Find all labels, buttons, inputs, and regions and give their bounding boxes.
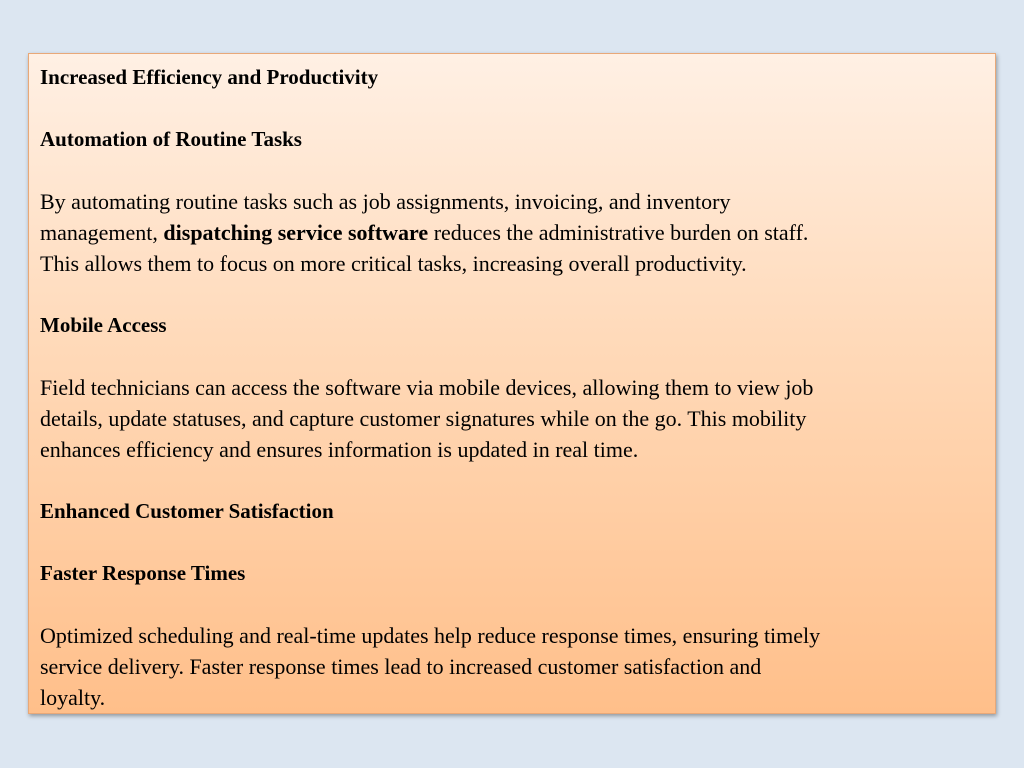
- mobile-text-line: details, update statuses, and capture customer signatures while on the go. This mobility: [40, 406, 807, 431]
- response-text-line: loyalty.: [40, 685, 106, 710]
- spacer: [40, 279, 985, 310]
- main-heading: Increased Efficiency and Productivity: [40, 65, 379, 89]
- spacer: [40, 465, 985, 496]
- spacer: [40, 93, 985, 124]
- spacer: [40, 589, 985, 620]
- automation-text-line: By automating routine tasks such as job assignments, invoicing, and inventory: [40, 189, 731, 214]
- automation-text-post: reduces the administrative burden on staff.: [428, 220, 809, 245]
- automation-heading: Automation of Routine Tasks: [40, 127, 302, 151]
- automation-text-line: [40, 217, 985, 248]
- mobile-text-line: Field technicians can access the software via mobile devices, allowing them to view job: [40, 375, 814, 400]
- automation-text-pre: management,: [40, 220, 164, 245]
- response-text-line: Optimized scheduling and real-time updates help reduce response times, ensuring timely: [40, 623, 821, 648]
- spacer: [40, 341, 985, 372]
- mobile-heading: Mobile Access: [40, 313, 167, 337]
- slide-content-box: [28, 53, 996, 714]
- satisfaction-heading: Enhanced Customer Satisfaction: [40, 499, 334, 523]
- automation-text-line: This allows them to focus on more critical tasks, increasing overall productivity.: [40, 251, 747, 276]
- dispatching-software-link-text[interactable]: dispatching service software: [163, 220, 429, 245]
- spacer: [40, 527, 985, 558]
- mobile-text-line: enhances efficiency and ensures information is updated in real time.: [40, 437, 639, 462]
- response-heading: Faster Response Times: [40, 561, 246, 585]
- spacer: [40, 155, 985, 186]
- response-text-line: service delivery. Faster response times lead to increased customer satisfaction and: [40, 654, 762, 679]
